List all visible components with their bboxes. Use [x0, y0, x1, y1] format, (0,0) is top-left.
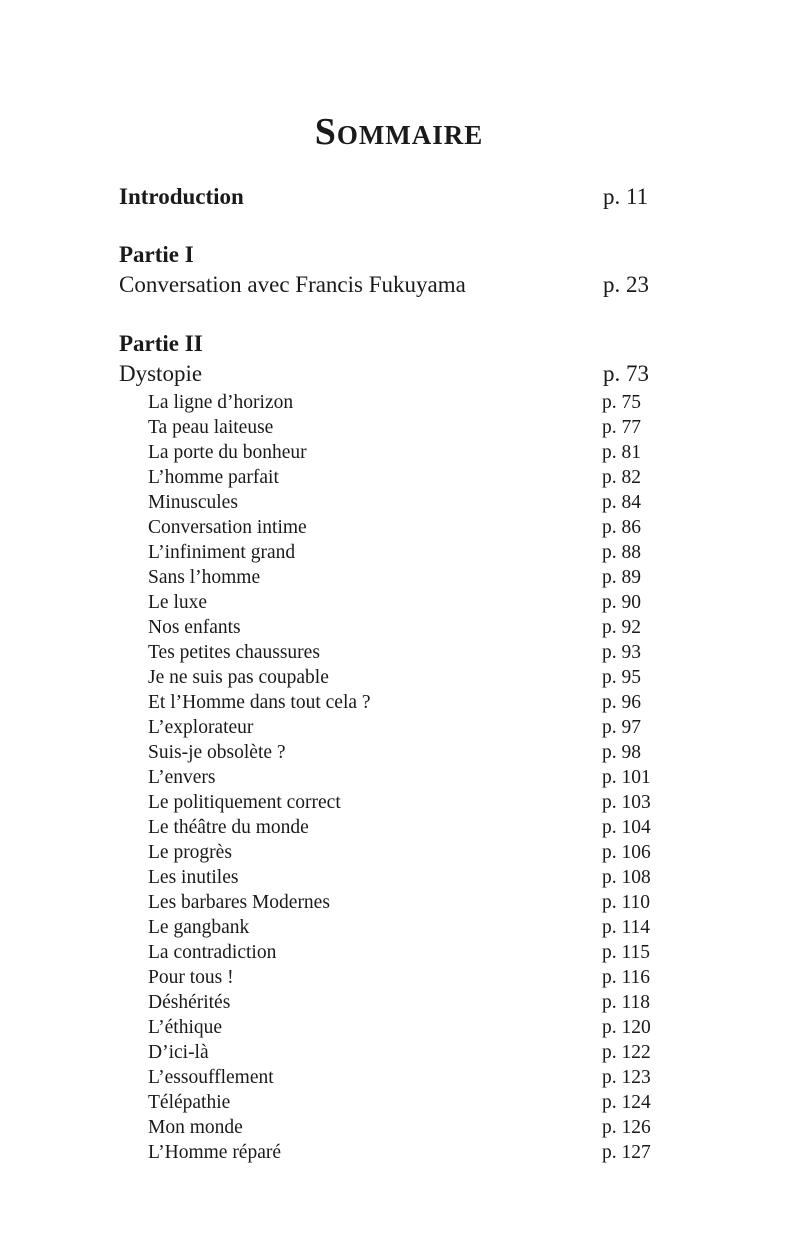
toc-entry-page: p. 23	[603, 272, 649, 297]
toc-sub-list	[148, 390, 668, 1165]
part-heading-1: Partie I	[119, 242, 194, 267]
toc-sub-entry-page: p. 75	[602, 392, 641, 413]
toc-sub-entry-page: p. 90	[602, 592, 641, 613]
toc-sub-entry-page: p. 84	[602, 492, 641, 513]
toc-sub-entry	[148, 740, 668, 765]
toc-sub-entry-page: p. 96	[602, 692, 641, 713]
toc-entry-page: p. 73	[603, 361, 649, 386]
toc-sub-entry	[148, 1065, 668, 1090]
toc-entry-page: p. 11	[603, 184, 649, 209]
toc-sub-entry-label: La ligne d’horizon	[148, 392, 294, 413]
toc-sub-entry-page: p. 104	[602, 817, 651, 838]
toc-sub-entry-page: p. 114	[602, 917, 651, 938]
toc-sub-entry-page: p. 88	[602, 542, 641, 563]
toc-sub-entry-page: p. 123	[602, 1067, 651, 1088]
toc-sub-entry-label: L’essoufflement	[148, 1067, 274, 1088]
toc-sub-entry	[148, 415, 668, 440]
toc-sub-entry-label: Sans l’homme	[148, 567, 261, 588]
toc-sub-entry-label: L’éthique	[148, 1017, 223, 1038]
toc-sub-entry	[148, 540, 668, 565]
toc-sub-entry-page: p. 110	[602, 892, 651, 913]
toc-sub-entry-page: p. 92	[602, 617, 641, 638]
toc-sub-entry-label: Pour tous !	[148, 967, 234, 988]
toc-sub-entry-page: p. 118	[602, 992, 651, 1013]
toc-sub-entry-page: p. 124	[602, 1092, 651, 1113]
toc-sub-entry-page: p. 89	[602, 567, 641, 588]
toc-sub-entry	[148, 640, 668, 665]
toc-sub-entry-page: p. 77	[602, 417, 641, 438]
toc-sub-entry-page: p. 120	[602, 1017, 651, 1038]
toc-sub-entry	[148, 615, 668, 640]
toc-sub-entry-page: p. 116	[602, 967, 651, 988]
toc-sub-entry-label: L’envers	[148, 767, 216, 788]
toc-sub-entry	[148, 1090, 668, 1115]
toc-sub-entry-label: Le politiquement correct	[148, 792, 341, 813]
toc-sub-entry	[148, 715, 668, 740]
toc-sub-entry	[148, 440, 668, 465]
toc-sub-entry	[148, 765, 668, 790]
toc-sub-entry-page: p. 95	[602, 667, 641, 688]
toc-sub-entry	[148, 1115, 668, 1140]
part-heading-2: Partie II	[119, 331, 203, 356]
toc-sub-entry	[148, 840, 668, 865]
toc-entry-label: Conversation avec Francis Fukuyama	[119, 272, 466, 297]
toc-sub-entry-label: Déshérités	[148, 992, 231, 1013]
toc-sub-entry-page: p. 98	[602, 742, 641, 763]
toc-sub-entry	[148, 865, 668, 890]
toc-sub-entry-label: La porte du bonheur	[148, 442, 307, 463]
toc-sub-entry	[148, 690, 668, 715]
toc-sub-entry	[148, 790, 668, 815]
toc-sub-entry-page: p. 93	[602, 642, 641, 663]
toc-sub-entry-page: p. 115	[602, 942, 651, 963]
toc-sub-entry-label: Suis-je obsolète ?	[148, 742, 286, 763]
toc-sub-entry-label: Tes petites chaussures	[148, 642, 320, 663]
toc-entry-label: Dystopie	[119, 361, 203, 386]
toc-sub-entry	[148, 890, 668, 915]
toc-sub-entry	[148, 465, 668, 490]
toc-sub-entry-label: Le théâtre du monde	[148, 817, 309, 838]
toc-sub-entry-label: Conversation intime	[148, 517, 307, 538]
toc-sub-entry	[148, 490, 668, 515]
toc-sub-entry	[148, 915, 668, 940]
toc-sub-entry	[148, 590, 668, 615]
toc-sub-entry-label: L’infiniment grand	[148, 542, 296, 563]
toc-sub-entry-page: p. 82	[602, 467, 641, 488]
toc-sub-entry-label: L’explorateur	[148, 717, 254, 738]
toc-sub-entry-page: p. 103	[602, 792, 651, 813]
toc-sub-entry-page: p. 97	[602, 717, 641, 738]
toc-sub-entry-page: p. 127	[602, 1142, 651, 1163]
toc-sub-entry-label: La contradiction	[148, 942, 277, 963]
toc-sub-entry	[148, 1040, 668, 1065]
toc-sub-entry-label: Les barbares Modernes	[148, 892, 330, 913]
toc-sub-entry-label: Nos enfants	[148, 617, 241, 638]
toc-sub-entry	[148, 515, 668, 540]
toc-sub-entry	[148, 665, 668, 690]
toc-sub-entry-page: p. 86	[602, 517, 641, 538]
toc-sub-entry-label: Minuscules	[148, 492, 238, 513]
page-title: Sommaire	[314, 111, 484, 153]
toc-sub-entry-label: Et l’Homme dans tout cela ?	[148, 692, 371, 713]
toc-sub-entry-label: L’Homme réparé	[148, 1142, 282, 1163]
toc-sub-entry-page: p. 122	[602, 1042, 651, 1063]
toc-sub-entry	[148, 815, 668, 840]
toc-sub-entry-label: Mon monde	[148, 1117, 243, 1138]
toc-sub-entry	[148, 390, 668, 415]
toc-sub-entry-label: Le luxe	[148, 592, 208, 613]
toc-sub-entry-page: p. 106	[602, 842, 651, 863]
toc-sub-entry-page: p. 126	[602, 1117, 651, 1138]
toc-sub-entry	[148, 965, 668, 990]
toc-sub-entry-label: L’homme parfait	[148, 467, 279, 488]
toc-sub-entry	[148, 990, 668, 1015]
toc-sub-entry-page: p. 108	[602, 867, 651, 888]
toc-sub-entry-label: Télépathie	[148, 1092, 231, 1113]
toc-sub-entry	[148, 565, 668, 590]
toc-sub-entry-label: D’ici-là	[148, 1042, 209, 1063]
toc-sub-entry	[148, 1015, 668, 1040]
toc-sub-entry	[148, 1140, 668, 1165]
toc-sub-entry-label: Ta peau laiteuse	[148, 417, 274, 438]
toc-sub-entry-label: Les inutiles	[148, 867, 239, 888]
toc-sub-entry-page: p. 81	[602, 442, 641, 463]
toc-sub-entry-label: Le gangbank	[148, 917, 250, 938]
toc-entry-label: Introduction	[119, 184, 244, 209]
toc-sub-entry-label: Je ne suis pas coupable	[148, 667, 329, 688]
toc-sub-entry	[148, 940, 668, 965]
toc-sub-entry-label: Le progrès	[148, 842, 232, 863]
toc-sub-entry-page: p. 101	[602, 767, 651, 788]
